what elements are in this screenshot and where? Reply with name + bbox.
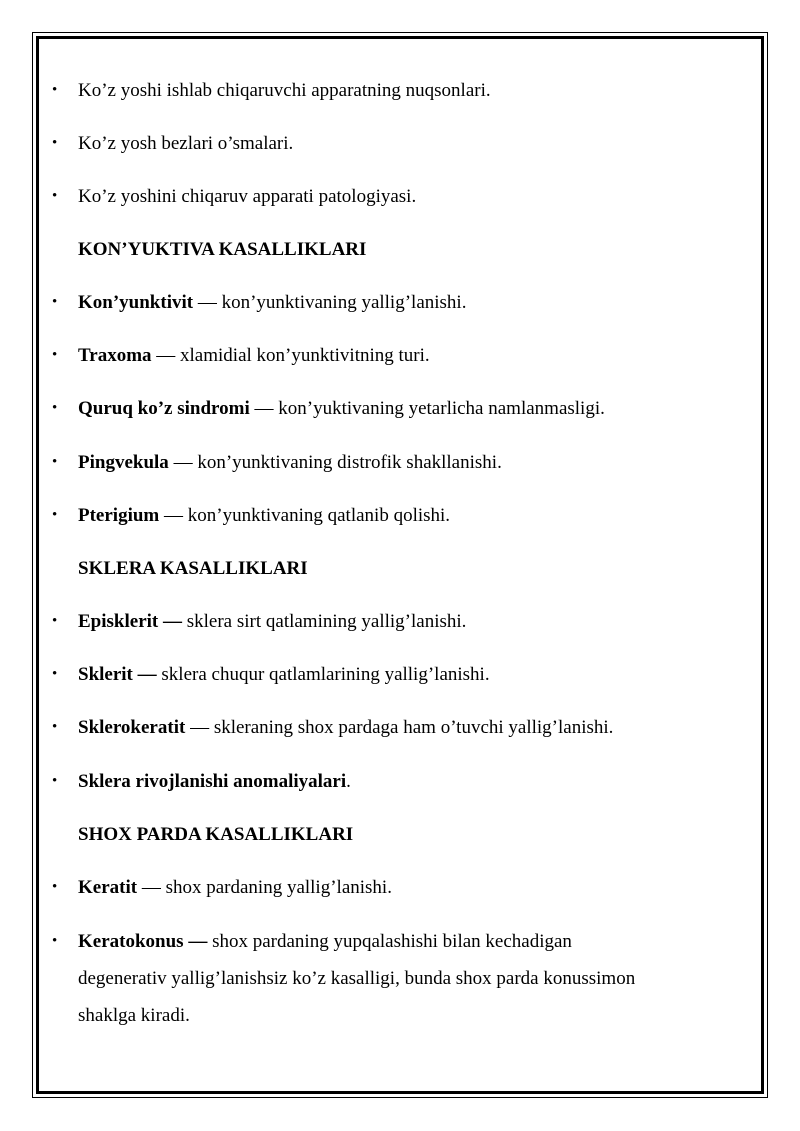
list-item-term: Pterigium xyxy=(78,505,160,526)
list-item-text: — xlamidial kon’yunktivitning turi. xyxy=(151,345,430,366)
bullet-icon: • xyxy=(52,135,58,151)
bullet-icon: • xyxy=(52,666,58,682)
list-item xyxy=(78,337,738,374)
section-heading: SHOX PARDA KASALLIKLARI xyxy=(78,824,354,845)
list-item-term: Keratit xyxy=(78,877,138,898)
list-item xyxy=(78,869,738,906)
list-item-text: — kon’yunktivaning distrofik shakllanishi. xyxy=(168,452,502,473)
list-item-text: — kon’yunktivaning yallig’lanishi. xyxy=(193,292,467,313)
list-item xyxy=(78,923,738,960)
list-item-continuation: shaklga kiradi. xyxy=(78,1005,190,1026)
list-item xyxy=(78,284,738,321)
list-item xyxy=(78,444,738,481)
list-item-text: — skleraning shox pardaga ham o’tuvchi yallig’lanishi. xyxy=(185,717,614,738)
list-item xyxy=(78,656,738,693)
bullet-icon: • xyxy=(52,507,58,523)
list-item xyxy=(78,763,738,800)
list-item-text: — kon’yunktivaning qatlanib qolishi. xyxy=(159,505,451,526)
bullet-icon: • xyxy=(52,773,58,789)
list-item-text: Ko’z yoshini chiqaruv apparati patologiyasi. xyxy=(78,186,417,207)
list-item-text: — kon’yuktivaning yetarlicha namlanmasligi. xyxy=(249,398,605,419)
list-item xyxy=(78,390,738,427)
bullet-icon: • xyxy=(52,719,58,735)
list-item xyxy=(78,72,738,109)
bullet-icon: • xyxy=(52,879,58,895)
list-item xyxy=(78,125,738,162)
bullet-icon: • xyxy=(52,82,58,98)
list-item-text: . xyxy=(346,771,351,792)
list-item-text: Ko’z yoshi ishlab chiqaruvchi apparatning nuqsonlari. xyxy=(78,80,491,101)
list-item-term: Sklera rivojlanishi anomaliyalari xyxy=(78,771,347,792)
list-item xyxy=(78,497,738,534)
list-item-term: Kon’yunktivit xyxy=(78,292,194,313)
list-item xyxy=(78,603,738,640)
list-item-text: sklera chuqur qatlamlarining yallig’lanishi. xyxy=(156,664,490,685)
bullet-icon: • xyxy=(52,454,58,470)
list-item-term: Sklerokeratit xyxy=(78,717,186,738)
list-item-text: shox pardaning yupqalashishi bilan kechadigan xyxy=(207,931,572,952)
bullet-icon: • xyxy=(52,400,58,416)
list-item-text: sklera sirt qatlamining yallig’lanishi. xyxy=(181,611,467,632)
list-item-term: Pingvekula xyxy=(78,452,169,473)
list-item-term: Sklerit — xyxy=(78,664,157,685)
list-item-term: Quruq ko’z sindromi xyxy=(78,398,250,419)
bullet-icon: • xyxy=(52,294,58,310)
list-item-continuation: degenerativ yallig’lanishsiz ko’z kasalligi, bunda shox parda konussimon xyxy=(78,968,636,989)
list-item xyxy=(78,709,738,746)
list-item-term: Keratokonus — xyxy=(78,931,208,952)
list-item xyxy=(78,178,738,215)
section-heading: KON’YUKTIVA KASALLIKLARI xyxy=(78,239,367,260)
bullet-icon: • xyxy=(52,347,58,363)
list-item-text: Ko’z yosh bezlari o’smalari. xyxy=(78,133,294,154)
section-heading: SKLERA KASALLIKLARI xyxy=(78,558,308,579)
list-item-term: Episklerit — xyxy=(78,611,182,632)
bullet-icon: • xyxy=(52,933,58,949)
list-item-text: — shox pardaning yallig’lanishi. xyxy=(137,877,392,898)
list-item-term: Traxoma xyxy=(78,345,152,366)
bullet-icon: • xyxy=(52,188,58,204)
bullet-icon: • xyxy=(52,613,58,629)
